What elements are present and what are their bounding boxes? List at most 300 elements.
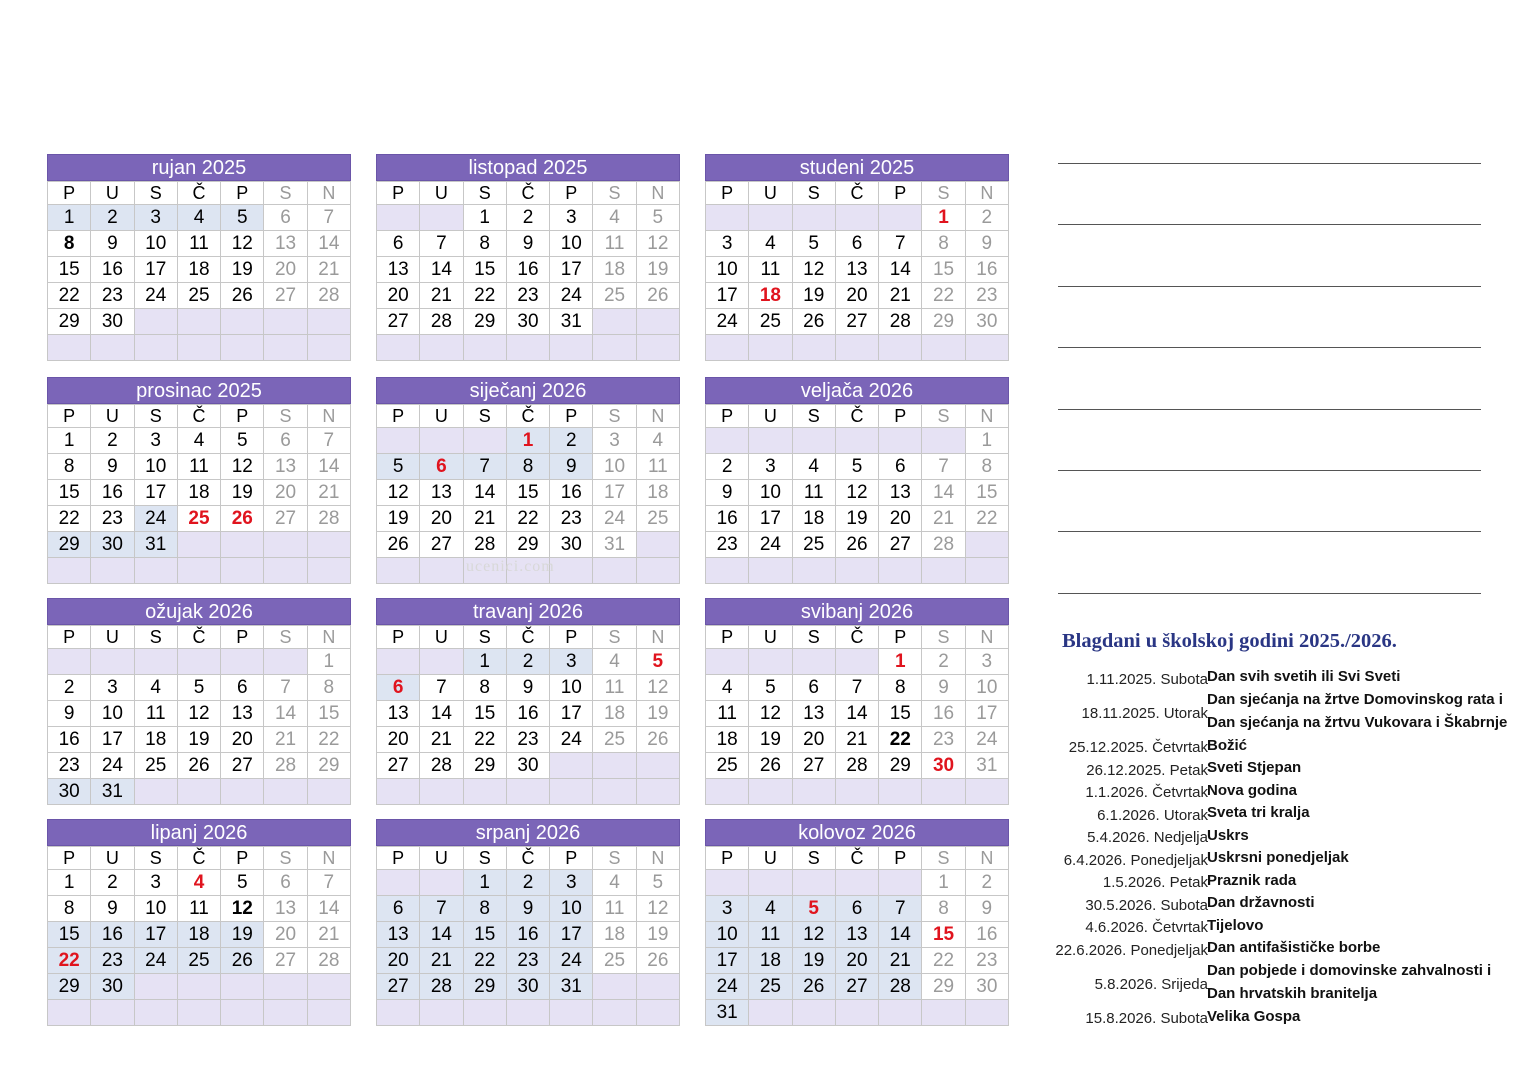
- month-title: siječanj 2026: [376, 377, 680, 404]
- empty-cell: [221, 558, 264, 584]
- weekday-header: S: [593, 847, 636, 870]
- empty-cell: [636, 779, 679, 805]
- empty-cell: [706, 649, 749, 675]
- weekday-header: P: [879, 626, 922, 649]
- holiday-row: [1036, 939, 1506, 962]
- empty-cell: [48, 649, 91, 675]
- day-cell: 1: [48, 428, 91, 454]
- holiday-name: Dan sjećanja na žrtve Domovinskog rata i: [1207, 690, 1503, 708]
- day-cell: 3: [91, 675, 134, 701]
- day-cell: 7: [307, 428, 350, 454]
- day-cell: 23: [91, 283, 134, 309]
- empty-cell: [792, 1000, 835, 1026]
- day-cell: 2: [965, 205, 1008, 231]
- day-cell: 30: [550, 532, 593, 558]
- empty-cell: [922, 428, 965, 454]
- day-cell: 12: [749, 701, 792, 727]
- weekday-header: P: [377, 182, 420, 205]
- day-cell: 8: [307, 675, 350, 701]
- empty-cell: [922, 1000, 965, 1026]
- empty-cell: [307, 335, 350, 361]
- day-cell: 7: [420, 896, 463, 922]
- day-cell: 17: [706, 948, 749, 974]
- weekday-header: N: [636, 847, 679, 870]
- weekday-header: U: [749, 405, 792, 428]
- day-cell: 11: [593, 896, 636, 922]
- day-cell: 28: [307, 506, 350, 532]
- day-cell: 27: [377, 309, 420, 335]
- holiday-name: Dan državnosti: [1207, 894, 1315, 911]
- empty-cell: [134, 974, 177, 1000]
- weekday-header: Č: [506, 405, 549, 428]
- day-cell: 4: [593, 870, 636, 896]
- empty-cell: [134, 335, 177, 361]
- empty-cell: [593, 1000, 636, 1026]
- day-cell: 8: [48, 231, 91, 257]
- empty-cell: [463, 1000, 506, 1026]
- day-cell: 31: [550, 974, 593, 1000]
- weekday-header: N: [965, 847, 1008, 870]
- weekday-header: Č: [835, 182, 878, 205]
- day-cell: 1: [879, 649, 922, 675]
- day-cell: 25: [177, 948, 220, 974]
- empty-cell: [177, 649, 220, 675]
- weekday-header: Č: [506, 182, 549, 205]
- empty-cell: [593, 335, 636, 361]
- watermark: ucenici.com: [466, 558, 555, 575]
- day-cell: 3: [965, 649, 1008, 675]
- day-cell: 29: [922, 974, 965, 1000]
- day-cell: 28: [264, 753, 307, 779]
- empty-cell: [307, 974, 350, 1000]
- day-cell: 4: [792, 454, 835, 480]
- empty-cell: [134, 649, 177, 675]
- weekday-header: S: [463, 405, 506, 428]
- day-cell: 17: [550, 257, 593, 283]
- day-cell: 9: [91, 454, 134, 480]
- day-cell: 3: [706, 896, 749, 922]
- empty-cell: [550, 753, 593, 779]
- day-cell: 31: [134, 532, 177, 558]
- empty-cell: [749, 779, 792, 805]
- empty-cell: [879, 205, 922, 231]
- day-cell: 8: [48, 454, 91, 480]
- day-cell: 1: [48, 205, 91, 231]
- empty-cell: [593, 974, 636, 1000]
- day-cell: 15: [965, 480, 1008, 506]
- empty-cell: [177, 558, 220, 584]
- day-cell: 17: [749, 506, 792, 532]
- day-cell: 7: [307, 870, 350, 896]
- day-cell: 10: [550, 675, 593, 701]
- day-cell: 4: [177, 870, 220, 896]
- day-cell: 27: [264, 506, 307, 532]
- month-title: veljača 2026: [705, 377, 1009, 404]
- empty-cell: [706, 428, 749, 454]
- day-cell: 17: [965, 701, 1008, 727]
- weekday-header: U: [420, 405, 463, 428]
- day-cell: 17: [550, 922, 593, 948]
- empty-cell: [463, 779, 506, 805]
- note-line: [1058, 163, 1481, 164]
- weekday-header: N: [636, 182, 679, 205]
- empty-cell: [420, 428, 463, 454]
- empty-cell: [792, 779, 835, 805]
- day-cell: 10: [134, 454, 177, 480]
- day-cell: 2: [91, 870, 134, 896]
- day-cell: 25: [177, 506, 220, 532]
- empty-cell: [835, 870, 878, 896]
- weekday-header: S: [134, 626, 177, 649]
- month-calendar: [376, 819, 680, 1026]
- day-cell: 19: [749, 727, 792, 753]
- day-cell: 9: [91, 896, 134, 922]
- empty-cell: [593, 753, 636, 779]
- day-cell: 6: [420, 454, 463, 480]
- empty-cell: [835, 1000, 878, 1026]
- day-cell: 2: [506, 649, 549, 675]
- empty-cell: [307, 779, 350, 805]
- day-cell: 27: [264, 283, 307, 309]
- day-cell: 14: [307, 454, 350, 480]
- day-cell: 22: [463, 727, 506, 753]
- month-calendar: [705, 819, 1009, 1026]
- empty-cell: [177, 335, 220, 361]
- day-cell: 11: [177, 231, 220, 257]
- empty-cell: [965, 532, 1008, 558]
- empty-cell: [706, 558, 749, 584]
- day-cell: 7: [307, 205, 350, 231]
- weekday-header: U: [420, 847, 463, 870]
- day-cell: 27: [377, 974, 420, 1000]
- weekday-header: S: [264, 626, 307, 649]
- day-cell: 16: [91, 480, 134, 506]
- day-cell: 5: [221, 205, 264, 231]
- day-cell: 6: [835, 896, 878, 922]
- day-cell: 6: [377, 896, 420, 922]
- day-cell: 19: [221, 480, 264, 506]
- day-cell: 22: [922, 948, 965, 974]
- empty-cell: [506, 1000, 549, 1026]
- empty-cell: [550, 335, 593, 361]
- day-cell: 1: [463, 870, 506, 896]
- weekday-header: S: [463, 847, 506, 870]
- day-cell: 11: [134, 701, 177, 727]
- day-cell: 19: [636, 257, 679, 283]
- day-cell: 21: [922, 506, 965, 532]
- empty-cell: [749, 335, 792, 361]
- day-cell: 21: [264, 727, 307, 753]
- day-cell: 12: [221, 454, 264, 480]
- day-cell: 9: [48, 701, 91, 727]
- holiday-row: [1036, 804, 1506, 827]
- day-cell: 15: [307, 701, 350, 727]
- day-cell: 27: [835, 974, 878, 1000]
- weekday-header: Č: [835, 405, 878, 428]
- weekday-header: U: [749, 847, 792, 870]
- day-cell: 22: [506, 506, 549, 532]
- day-cell: 24: [706, 309, 749, 335]
- day-cell: 24: [550, 283, 593, 309]
- day-cell: 1: [922, 870, 965, 896]
- empty-cell: [134, 309, 177, 335]
- month-calendar: [705, 598, 1009, 805]
- day-cell: 13: [377, 922, 420, 948]
- empty-cell: [749, 870, 792, 896]
- day-cell: 12: [377, 480, 420, 506]
- empty-cell: [835, 428, 878, 454]
- note-line: [1058, 224, 1481, 225]
- day-cell: 22: [48, 283, 91, 309]
- holiday-date: 18.11.2025. Utorak: [1081, 704, 1208, 722]
- holiday-row: [1036, 917, 1506, 940]
- day-cell: 29: [48, 532, 91, 558]
- empty-cell: [420, 335, 463, 361]
- month-title: rujan 2025: [47, 154, 351, 181]
- day-cell: 18: [792, 506, 835, 532]
- day-cell: 21: [835, 727, 878, 753]
- day-cell: 24: [550, 948, 593, 974]
- day-cell: 21: [879, 283, 922, 309]
- empty-cell: [177, 309, 220, 335]
- weekday-header: S: [593, 626, 636, 649]
- day-cell: 16: [922, 701, 965, 727]
- day-cell: 3: [749, 454, 792, 480]
- day-cell: 23: [91, 948, 134, 974]
- day-cell: 24: [593, 506, 636, 532]
- day-cell: 9: [91, 231, 134, 257]
- empty-cell: [264, 532, 307, 558]
- day-cell: 24: [91, 753, 134, 779]
- day-cell: 11: [749, 922, 792, 948]
- empty-cell: [593, 309, 636, 335]
- weekday-header: S: [922, 182, 965, 205]
- day-cell: 26: [221, 948, 264, 974]
- day-cell: 17: [706, 283, 749, 309]
- day-cell: 20: [264, 922, 307, 948]
- weekday-header: P: [879, 182, 922, 205]
- day-cell: 10: [550, 896, 593, 922]
- day-cell: 31: [965, 753, 1008, 779]
- holiday-row: [1036, 849, 1506, 872]
- day-cell: 4: [636, 428, 679, 454]
- day-cell: 26: [377, 532, 420, 558]
- weekday-header: N: [965, 405, 1008, 428]
- day-cell: 20: [377, 727, 420, 753]
- day-cell: 24: [134, 506, 177, 532]
- day-cell: 26: [636, 727, 679, 753]
- day-cell: 7: [463, 454, 506, 480]
- empty-cell: [792, 205, 835, 231]
- month-title: studeni 2025: [705, 154, 1009, 181]
- month-calendar: [47, 598, 351, 805]
- holiday-date: 15.8.2026. Subota: [1085, 1010, 1208, 1027]
- day-cell: 12: [636, 896, 679, 922]
- empty-cell: [307, 1000, 350, 1026]
- holiday-date: 4.6.2026. Četvrtak: [1085, 919, 1208, 936]
- day-cell: 29: [463, 309, 506, 335]
- day-cell: 17: [550, 701, 593, 727]
- day-cell: 2: [48, 675, 91, 701]
- day-cell: 5: [221, 428, 264, 454]
- day-cell: 5: [377, 454, 420, 480]
- weekday-header: P: [221, 405, 264, 428]
- empty-cell: [792, 428, 835, 454]
- day-cell: 5: [835, 454, 878, 480]
- empty-cell: [835, 335, 878, 361]
- day-cell: 15: [879, 701, 922, 727]
- day-cell: 14: [420, 257, 463, 283]
- holiday-name: Tijelovo: [1207, 916, 1264, 934]
- day-cell: 10: [134, 231, 177, 257]
- empty-cell: [749, 649, 792, 675]
- day-cell: 25: [706, 753, 749, 779]
- day-cell: 23: [965, 948, 1008, 974]
- day-cell: 9: [706, 480, 749, 506]
- day-cell: 27: [377, 753, 420, 779]
- day-cell: 14: [879, 257, 922, 283]
- day-cell: 16: [91, 257, 134, 283]
- day-cell: 1: [48, 870, 91, 896]
- day-cell: 3: [550, 870, 593, 896]
- empty-cell: [922, 779, 965, 805]
- day-cell: 11: [177, 896, 220, 922]
- day-cell: 4: [177, 205, 220, 231]
- day-cell: 6: [264, 205, 307, 231]
- empty-cell: [377, 428, 420, 454]
- day-cell: 26: [221, 283, 264, 309]
- day-cell: 25: [134, 753, 177, 779]
- note-line: [1058, 470, 1481, 471]
- day-cell: 30: [922, 753, 965, 779]
- day-cell: 11: [706, 701, 749, 727]
- day-cell: 21: [420, 948, 463, 974]
- day-cell: 2: [91, 428, 134, 454]
- empty-cell: [965, 558, 1008, 584]
- day-cell: 1: [506, 428, 549, 454]
- day-cell: 22: [965, 506, 1008, 532]
- holiday-name: Uskrs: [1207, 826, 1249, 844]
- day-cell: 14: [307, 231, 350, 257]
- day-cell: 4: [177, 428, 220, 454]
- empty-cell: [636, 1000, 679, 1026]
- empty-cell: [922, 558, 965, 584]
- day-cell: 6: [221, 675, 264, 701]
- day-cell: 28: [420, 753, 463, 779]
- day-cell: 12: [636, 675, 679, 701]
- day-cell: 26: [792, 974, 835, 1000]
- empty-cell: [706, 205, 749, 231]
- weekday-header: Č: [835, 847, 878, 870]
- holiday-date: 30.5.2026. Subota: [1085, 896, 1208, 914]
- day-cell: 18: [706, 727, 749, 753]
- day-cell: 26: [749, 753, 792, 779]
- empty-cell: [463, 335, 506, 361]
- day-cell: 7: [922, 454, 965, 480]
- empty-cell: [879, 335, 922, 361]
- day-cell: 24: [550, 727, 593, 753]
- month-title: kolovoz 2026: [705, 819, 1009, 846]
- weekday-header: S: [792, 626, 835, 649]
- day-cell: 1: [922, 205, 965, 231]
- weekday-header: P: [706, 626, 749, 649]
- day-cell: 5: [177, 675, 220, 701]
- day-cell: 26: [835, 532, 878, 558]
- holiday-date: 26.12.2025. Petak: [1086, 761, 1208, 779]
- day-cell: 13: [377, 701, 420, 727]
- day-cell: 12: [221, 231, 264, 257]
- day-cell: 17: [134, 257, 177, 283]
- day-cell: 4: [749, 231, 792, 257]
- day-cell: 28: [307, 283, 350, 309]
- day-cell: 20: [264, 480, 307, 506]
- day-cell: 22: [48, 506, 91, 532]
- day-cell: 11: [749, 257, 792, 283]
- weekday-header: S: [792, 182, 835, 205]
- day-cell: 8: [463, 896, 506, 922]
- day-cell: 1: [463, 205, 506, 231]
- day-cell: 20: [879, 506, 922, 532]
- month-title: srpanj 2026: [376, 819, 680, 846]
- day-cell: 11: [593, 231, 636, 257]
- holiday-row: [1036, 1008, 1506, 1031]
- empty-cell: [177, 1000, 220, 1026]
- day-cell: 7: [420, 231, 463, 257]
- weekday-header: P: [879, 847, 922, 870]
- empty-cell: [91, 335, 134, 361]
- day-cell: 18: [177, 922, 220, 948]
- holiday-date: 25.12.2025. Četvrtak: [1068, 739, 1208, 756]
- day-cell: 30: [48, 779, 91, 805]
- weekday-header: P: [550, 626, 593, 649]
- holiday-name: Dan antifašističke borbe: [1207, 939, 1381, 956]
- month-calendar: [376, 377, 680, 584]
- holiday-row: [1036, 691, 1506, 737]
- day-cell: 4: [706, 675, 749, 701]
- day-cell: 8: [48, 896, 91, 922]
- day-cell: 9: [965, 231, 1008, 257]
- note-line: [1058, 347, 1481, 348]
- day-cell: 16: [48, 727, 91, 753]
- day-cell: 20: [835, 283, 878, 309]
- day-cell: 15: [48, 257, 91, 283]
- weekday-header: N: [636, 626, 679, 649]
- holiday-name: Božić: [1207, 736, 1248, 754]
- day-cell: 6: [792, 675, 835, 701]
- weekday-header: S: [134, 405, 177, 428]
- weekday-header: P: [48, 626, 91, 649]
- day-cell: 23: [506, 283, 549, 309]
- day-cell: 22: [307, 727, 350, 753]
- day-cell: 20: [377, 948, 420, 974]
- day-cell: 3: [706, 231, 749, 257]
- day-cell: 16: [506, 257, 549, 283]
- holiday-date: 1.5.2026. Petak: [1102, 874, 1208, 891]
- weekday-header: P: [550, 847, 593, 870]
- holiday-name: Dan sjećanja na žrtvu Vukovara i Škabrnje: [1207, 713, 1508, 731]
- weekday-header: N: [307, 847, 350, 870]
- empty-cell: [506, 779, 549, 805]
- weekday-header: S: [792, 847, 835, 870]
- day-cell: 26: [792, 309, 835, 335]
- day-cell: 13: [879, 480, 922, 506]
- empty-cell: [377, 558, 420, 584]
- day-cell: 7: [420, 675, 463, 701]
- note-line: [1058, 286, 1481, 287]
- holiday-date: 5.8.2026. Srijeda: [1094, 975, 1208, 993]
- empty-cell: [749, 428, 792, 454]
- month-calendar: [47, 819, 351, 1026]
